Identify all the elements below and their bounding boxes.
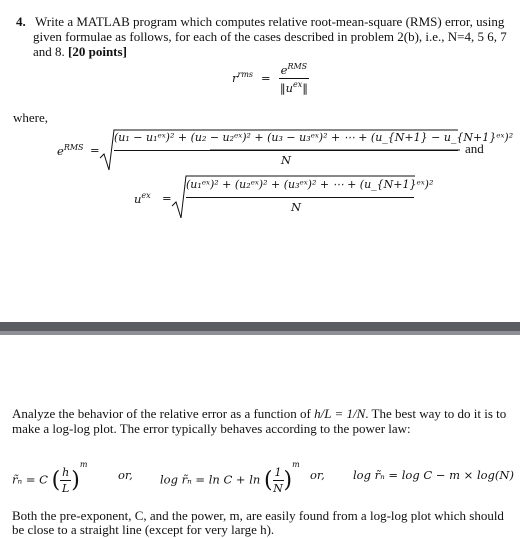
log-formula-2: log r̃ₙ = log C − m × log(N)	[353, 468, 514, 482]
page-separator	[0, 322, 520, 331]
where-label: where,	[13, 110, 49, 125]
closing-line2: be close to a straight line (except for very large h).	[12, 522, 275, 537]
eq2-and: and	[465, 141, 484, 156]
problem-number: 4.	[16, 14, 26, 29]
eq3-numerator: (u₁ᵉˣ)² + (u₂ᵉˣ)² + (u₃ᵉˣ)² + ⋯ + (u_{N+1}ᵉˣ)²	[186, 178, 434, 191]
or-label-1: or,	[118, 468, 133, 482]
points-label: [20 points]	[68, 44, 127, 59]
problem-text-line2: given formulae as follows, for each of the cases described in problem 2(b), i.e., N=4, 5 6, 7	[33, 29, 507, 44]
eq1-lhs: $r^{rms}$	[232, 70, 254, 85]
or-label-2: or,	[310, 468, 325, 482]
eq2-equals: =	[90, 143, 100, 157]
analysis-line2: make a log-log plot. The error typically behaves according to the power law:	[12, 421, 411, 436]
eq3-equals: =	[162, 191, 172, 205]
problem-text-line3a: and 8.	[33, 44, 69, 59]
h-over-L: h/L = 1/N	[314, 406, 366, 421]
eq2-numerator: (u₁ − u₁ᵉˣ)² + (u₂ − u₂ᵉˣ)² + (u₃ − u₃ᵉˣ)² + ⋯ + (u_{N+1} − u_{N+1}ᵉˣ)²	[114, 131, 514, 144]
problem-number-line	[16, 14, 504, 30]
eq2-denominator: N	[281, 153, 292, 167]
analysis-line1: Analyze the behavior of the relative error as a function of h/L = 1/N. The best way to do it is to	[12, 406, 507, 421]
eq2-lhs: $e^{RMS}$	[57, 143, 84, 158]
eq3-denominator: N	[291, 200, 302, 214]
eq3-lhs: $u^{ex}$	[134, 191, 151, 206]
equation-relative-rms: $r^{rms}$ = $\frac{e^{RMS}}{‖u^{ex}‖}$	[232, 62, 308, 95]
log-formula-1: log r̃ₙ = ln C + ln ( $\frac{1}{N}$ )$^m$	[160, 460, 300, 495]
page-separator-shadow	[0, 331, 520, 335]
problem-text-line1: Write a MATLAB program which computes relative root-mean-square (RMS) error, using	[35, 14, 505, 29]
problem-text-line3	[33, 44, 127, 60]
power-law-formula: r̃ₙ = C ( $\frac{h}{L}$ )$^m$	[12, 460, 88, 495]
closing-line1: Both the pre-exponent, C, and the power, m, are easily found from a log-log plot which should	[12, 508, 504, 523]
eq1-fraction: $\frac{e^{RMS}}{‖u^{ex}‖}$	[279, 62, 308, 95]
